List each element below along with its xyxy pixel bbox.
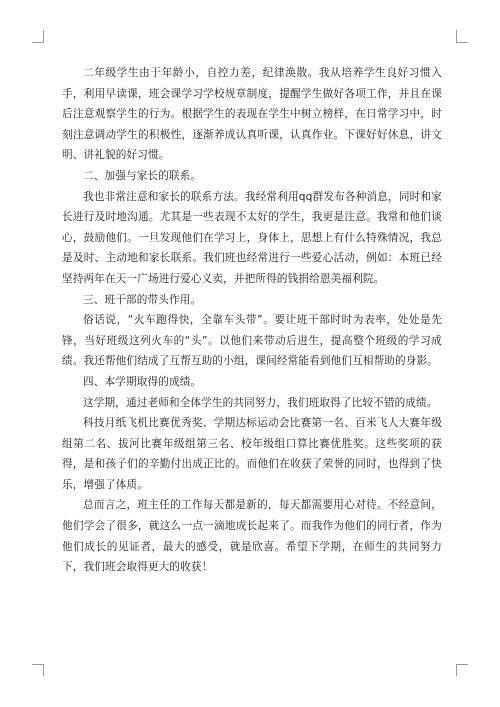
section-heading-class-leaders: 三、班干部的带头作用。 [83, 293, 202, 306]
section-heading-parents: 二、加强与家长的联系。 [83, 169, 202, 182]
paragraph-achievements-intro: 这学期，通过老师和全体学生的共同努力，我们班取得了比较不错的成绩。 [83, 396, 438, 409]
document-body [62, 63, 442, 578]
paragraph-parents: 我也非常注意和家长的联系方法。我经常利用qq群发布各种消息，同时和家长进行及时地沟通。尤其是一些表现不太好的学生，我更是注意。我常和他们谈心，鼓励他们。一旦发现他们在学习上，身体上，思想上有什么特殊情况，我总是及时、主动地和家长联系。我们班也经常进行一些爱心活动，例如：本班已经坚持两年在天一广场进行爱心义卖，并把所得的钱捐给恩美福利院。 [62, 190, 442, 285]
crop-mark-bottom-right-h [456, 664, 468, 665]
paragraph-habits: 二年级学生由于年龄小，自控力差，纪律涣散。我从培养学生良好习惯入手，利用早读课，班会课学习学校规章制度，提醒学生做好各项工作，并且在课后注意观察学生的行为。根据学生的表现在学生中树立榜样，在日常学习中，时刻注意调动学生的积极性，逐渐养成认真听课，认真作业。下课好好休息，讲文明、讲礼貌的好习惯。 [62, 67, 442, 162]
crop-mark-top-right-h [456, 42, 468, 43]
paragraph-conclusion: 总而言之，班主任的工作每天都是新的，每天都需要用心对待。不经意间，他们学会了很多，就这么一点一滴地成长起来了。而我作为他们的同行者，作为他们成长的见证者，最大的感受，就是欣喜。希望下学期，在师生的共同努力下，我们班会取得更大的收获！ [62, 499, 442, 574]
crop-mark-top-left-v [43, 30, 44, 42]
paragraph-class-leaders: 俗话说，“火车跑得快，全靠车头带”。要让班干部时时为表率，处处是先锋，当好班级这列火车的“头”。以他们来带动后进生，提高整个班级的学习成绩。我还帮他们结成了互帮互助的小组，课间经常能看到他们互相帮助的身影。 [62, 314, 442, 368]
paragraph-awards: 科技月纸飞机比赛优秀奖、学期达标运动会比赛第一名、百米飞人大赛年级组第二名、拔河比赛年级组第三名、校年级组口算比赛优胜奖。这些奖项的获得，是和孩子们的辛勤付出成正比的。而他们在收获了荣誉的同时，也得到了快乐，增强了体质。 [62, 417, 442, 491]
section-heading-achievements: 四、本学期取得的成绩。 [83, 375, 202, 388]
crop-mark-bottom-left-v [43, 664, 44, 676]
crop-mark-bottom-right-v [456, 664, 457, 676]
crop-mark-top-left-h [32, 42, 44, 43]
crop-mark-top-right-v [456, 30, 457, 42]
